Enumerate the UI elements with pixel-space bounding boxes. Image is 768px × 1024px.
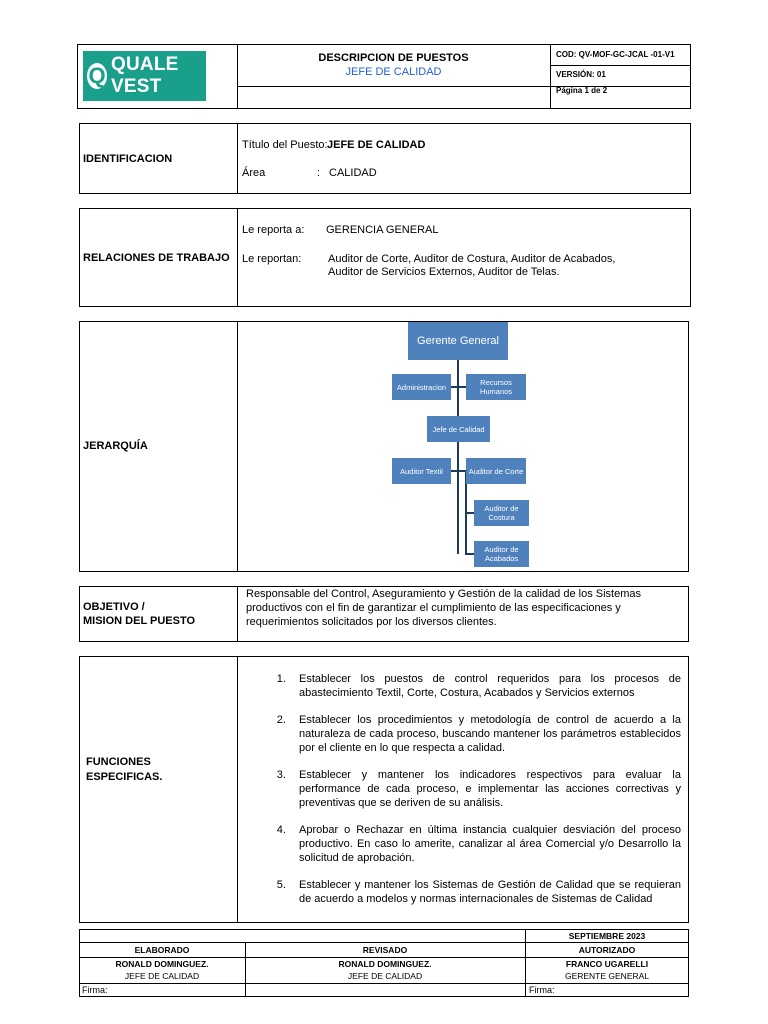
doc-title: DESCRIPCION DE PUESTOS [318, 52, 469, 64]
footer-autorizado: AUTORIZADO [578, 945, 636, 955]
objetivo-label-1: OBJETIVO / [83, 601, 145, 613]
footer-date: SEPTIEMBRE 2023 [568, 931, 646, 941]
org-node-administracion: Administracion [392, 374, 451, 400]
revisado-name: RONALD DOMINGUEZ. [338, 959, 432, 969]
elaborado-role: JEFE DE CALIDAD [124, 971, 200, 981]
org-node-gerente: Gerente General [408, 322, 508, 360]
funcion-item: 2. Establecer los procedimientos y metodología de control de acuerdo a la naturaleza de cada proceso, buscando mantener los parámetros establecidos por el cliente en lo que respecta a calidad. [289, 713, 681, 755]
org-node-corte: Auditor de Corte [466, 458, 526, 484]
autorizado-name: FRANCO UGARELLI [565, 959, 649, 969]
org-node-jefe: Jefe de Calidad [427, 416, 490, 442]
area-sep: : [317, 167, 321, 179]
objetivo-text: Responsable del Control, Aseguramiento y Gestión de la calidad de los Sistemas productivos con el fin de garantizar el cumplimiento de las especificaciones y requerimientos solicitados por los diversos clientes. [246, 588, 642, 628]
reportan-line2: Auditor de Servicios Externos, Auditor de Telas. [328, 266, 560, 278]
area-label: Área [242, 167, 266, 179]
doc-version: VERSIÓN: 01 [556, 70, 606, 79]
autorizado-role: GERENTE GENERAL [564, 971, 650, 981]
org-node-costura: Auditor de Costura [474, 500, 529, 526]
org-node-acabados: Auditor de Acabados [474, 541, 529, 567]
reportan-label: Le reportan: [242, 253, 302, 265]
org-node-textil: Auditor Textil [392, 458, 451, 484]
reporta-value: GERENCIA GENERAL [326, 224, 439, 236]
relaciones-label: RELACIONES DE TRABAJO [83, 252, 230, 264]
logo-q-icon: Q [88, 63, 106, 88]
footer-elaborado: ELABORADO [134, 945, 190, 955]
org-node-rrhh: Recursos Humanos [466, 374, 526, 400]
jerarquia-section [79, 321, 689, 572]
logo-text: QUALE VEST [111, 54, 179, 97]
firma-left: Firma: [82, 985, 108, 995]
funciones-label-1: FUNCIONES [86, 756, 151, 768]
titulo-label: Título del Puesto: [242, 139, 328, 151]
funciones-list [237, 672, 681, 919]
identificacion-label: IDENTIFICACION [83, 153, 173, 165]
doc-page: Página 1 de 2 [556, 86, 608, 95]
reporta-label: Le reporta a: [242, 224, 305, 236]
objetivo-label-2: MISION DEL PUESTO [83, 615, 196, 627]
reportan-line1: Auditor de Corte, Auditor de Costura, Auditor de Acabados, [328, 253, 616, 265]
area-value: CALIDAD [329, 167, 377, 179]
doc-code: COD: QV-MOF-GC-JCAL -01-V1 [556, 50, 675, 59]
funcion-item: 1. Establecer los puestos de control requeridos para los procesos de abastecimiento Textil, Corte, Costura, Acabados y Servicios externos [289, 672, 681, 700]
funcion-item: 4. Aprobar o Rechazar en última instancia cualquier desviación del proceso productivo. En caso lo amerite, canalizar al área Comercial y/o Desarrollo la solicitud de aprobación. [289, 823, 681, 865]
titulo-value: JEFE DE CALIDAD [327, 139, 426, 151]
doc-subtitle: JEFE DE CALIDAD [345, 66, 442, 78]
funcion-item: 3. Establecer y mantener los indicadores respectivos para evaluar la performance de cada proceso, e implementar las acciones correctivas y preventivas que se deriven de su análisis. [289, 768, 681, 810]
footer-revisado: REVISADO [362, 945, 408, 955]
company-logo [83, 51, 206, 101]
funcion-item: 5. Establecer y mantener los Sistemas de Gestión de Calidad que se requieran de acuerdo a modelos y normas internacionales de Sistemas de Calidad [289, 878, 681, 906]
elaborado-name: RONALD DOMINGUEZ. [115, 959, 209, 969]
jerarquia-label: JERARQUÍA [83, 440, 148, 452]
funciones-label-2: ESPECIFICAS. [86, 771, 163, 783]
firma-right: Firma: [529, 985, 555, 995]
revisado-role: JEFE DE CALIDAD [347, 971, 423, 981]
